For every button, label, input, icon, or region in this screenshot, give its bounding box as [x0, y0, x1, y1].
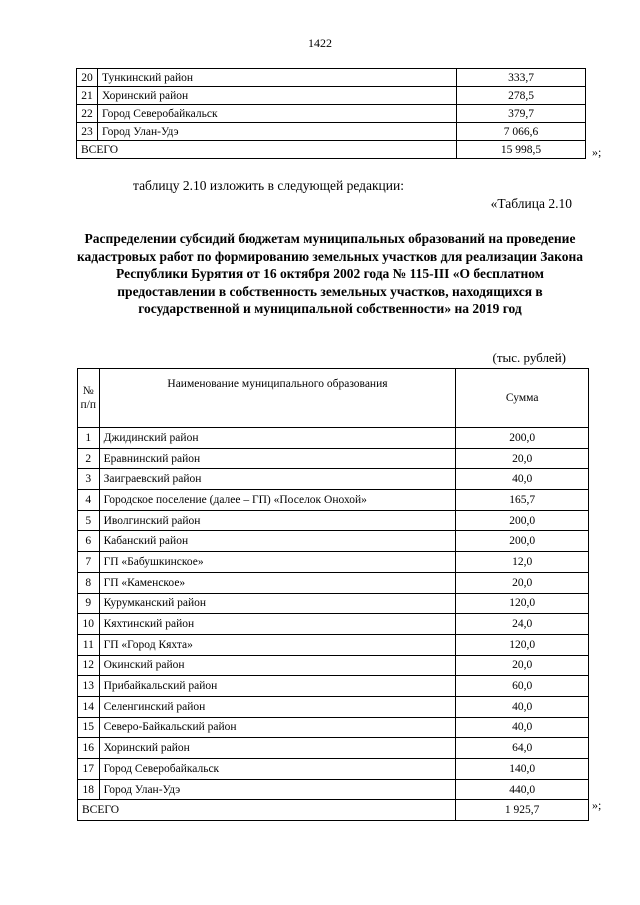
table-row: [77, 123, 586, 141]
table-row: [78, 759, 589, 780]
row-name: Прибайкальский район: [99, 676, 456, 697]
row-name: Городское поселение (далее – ГП) «Поселок Онохой»: [99, 490, 456, 511]
total-sum: 1 925,7: [456, 800, 589, 821]
row-number: 3: [78, 469, 100, 490]
table-reference: «Таблица 2.10: [490, 196, 572, 211]
table-row: [78, 696, 589, 717]
row-sum: 24,0: [456, 614, 589, 635]
row-sum: 120,0: [456, 593, 589, 614]
total-label: ВСЕГО: [78, 800, 456, 821]
row-name: ГП «Каменское»: [99, 572, 456, 593]
subsidy-table: [77, 368, 589, 821]
row-name: Иволгинский район: [99, 510, 456, 531]
header-sum: Сумма: [456, 369, 589, 428]
row-number: 13: [78, 676, 100, 697]
row-number: 5: [78, 510, 100, 531]
table-row: [78, 717, 589, 738]
row-number: 2: [78, 448, 100, 469]
row-sum: 200,0: [456, 510, 589, 531]
row-number: 9: [78, 593, 100, 614]
row-sum: 278,5: [457, 87, 586, 105]
table-row: [78, 469, 589, 490]
row-name: Город Северобайкальск: [98, 105, 457, 123]
table-title: Распределении субсидий бюджетам муниципальных образований на проведение кадастровых работ по формированию земельных участков для реализации Закона Республики Бурятия от 16 октября 2002 года № 115-III «О бесплатном предоставлении в собственность земельных участков, находящихся в государственной и муниципальной собственности» на 2019 год: [76, 231, 584, 316]
table-row: [77, 87, 586, 105]
row-number: 8: [78, 572, 100, 593]
table-row: [78, 448, 589, 469]
table-header-row: [78, 369, 589, 428]
row-sum: 60,0: [456, 676, 589, 697]
row-name: Город Улан-Удэ: [99, 779, 456, 800]
row-name: Северо-Байкальский район: [99, 717, 456, 738]
row-name: Кабанский район: [99, 531, 456, 552]
row-number: 21: [77, 87, 98, 105]
total-row: [77, 141, 586, 159]
row-number: 7: [78, 552, 100, 573]
table-row: [78, 510, 589, 531]
row-number: 12: [78, 655, 100, 676]
row-number: 18: [78, 779, 100, 800]
row-sum: 379,7: [457, 105, 586, 123]
row-name: Джидинский район: [99, 428, 456, 449]
table-row: [78, 593, 589, 614]
row-sum: 12,0: [456, 552, 589, 573]
row-number: 11: [78, 634, 100, 655]
row-sum: 140,0: [456, 759, 589, 780]
row-sum: 64,0: [456, 738, 589, 759]
row-name: Селенгинский район: [99, 696, 456, 717]
row-name: Еравнинский район: [99, 448, 456, 469]
row-name: Кяхтинский район: [99, 614, 456, 635]
row-sum: 40,0: [456, 469, 589, 490]
table-row: [78, 552, 589, 573]
table-row: [78, 738, 589, 759]
row-name: Курумканский район: [99, 593, 456, 614]
table-row: [78, 655, 589, 676]
total-label: ВСЕГО: [77, 141, 457, 159]
table-row: [78, 572, 589, 593]
row-name: Хоринский район: [98, 87, 457, 105]
row-name: Город Улан-Удэ: [98, 123, 457, 141]
row-number: 10: [78, 614, 100, 635]
row-number: 17: [78, 759, 100, 780]
row-sum: 440,0: [456, 779, 589, 800]
row-number: 14: [78, 696, 100, 717]
row-sum: 165,7: [456, 490, 589, 511]
row-name: ГП «Город Кяхта»: [99, 634, 456, 655]
row-sum: 7 066,6: [457, 123, 586, 141]
row-sum: 200,0: [456, 428, 589, 449]
row-sum: 333,7: [457, 69, 586, 87]
row-sum: 20,0: [456, 448, 589, 469]
header-name: Наименование муниципального образования: [99, 369, 456, 428]
total-row: [78, 800, 589, 821]
row-number: 16: [78, 738, 100, 759]
table-row: [78, 614, 589, 635]
total-sum: 15 998,5: [457, 141, 586, 159]
table-row: [78, 428, 589, 449]
row-number: 22: [77, 105, 98, 123]
row-name: ГП «Бабушкинское»: [99, 552, 456, 573]
table-row: [78, 779, 589, 800]
row-number: 6: [78, 531, 100, 552]
row-sum: 20,0: [456, 655, 589, 676]
table-row: [78, 676, 589, 697]
table-row: [77, 105, 586, 123]
row-sum: 200,0: [456, 531, 589, 552]
row-sum: 120,0: [456, 634, 589, 655]
table-row: [78, 634, 589, 655]
table-row: [78, 531, 589, 552]
row-name: Город Северобайкальск: [99, 759, 456, 780]
table-row: [77, 69, 586, 87]
row-number: 4: [78, 490, 100, 511]
row-name: Тункинский район: [98, 69, 457, 87]
row-sum: 20,0: [456, 572, 589, 593]
row-sum: 40,0: [456, 696, 589, 717]
row-number: 15: [78, 717, 100, 738]
page-number: 1422: [308, 36, 332, 50]
header-num: № п/п: [78, 369, 100, 428]
row-name: Окинский район: [99, 655, 456, 676]
previous-table: [76, 68, 586, 159]
table-row: [78, 490, 589, 511]
row-number: 23: [77, 123, 98, 141]
row-sum: 40,0: [456, 717, 589, 738]
closing-quote: »;: [592, 798, 602, 812]
row-name: Заиграевский район: [99, 469, 456, 490]
closing-quote: »;: [592, 145, 602, 159]
units-label: (тыс. рублей): [492, 350, 566, 365]
row-number: 1: [78, 428, 100, 449]
row-number: 20: [77, 69, 98, 87]
row-name: Хоринский район: [99, 738, 456, 759]
intro-text: таблицу 2.10 изложить в следующей редакции:: [133, 178, 404, 193]
